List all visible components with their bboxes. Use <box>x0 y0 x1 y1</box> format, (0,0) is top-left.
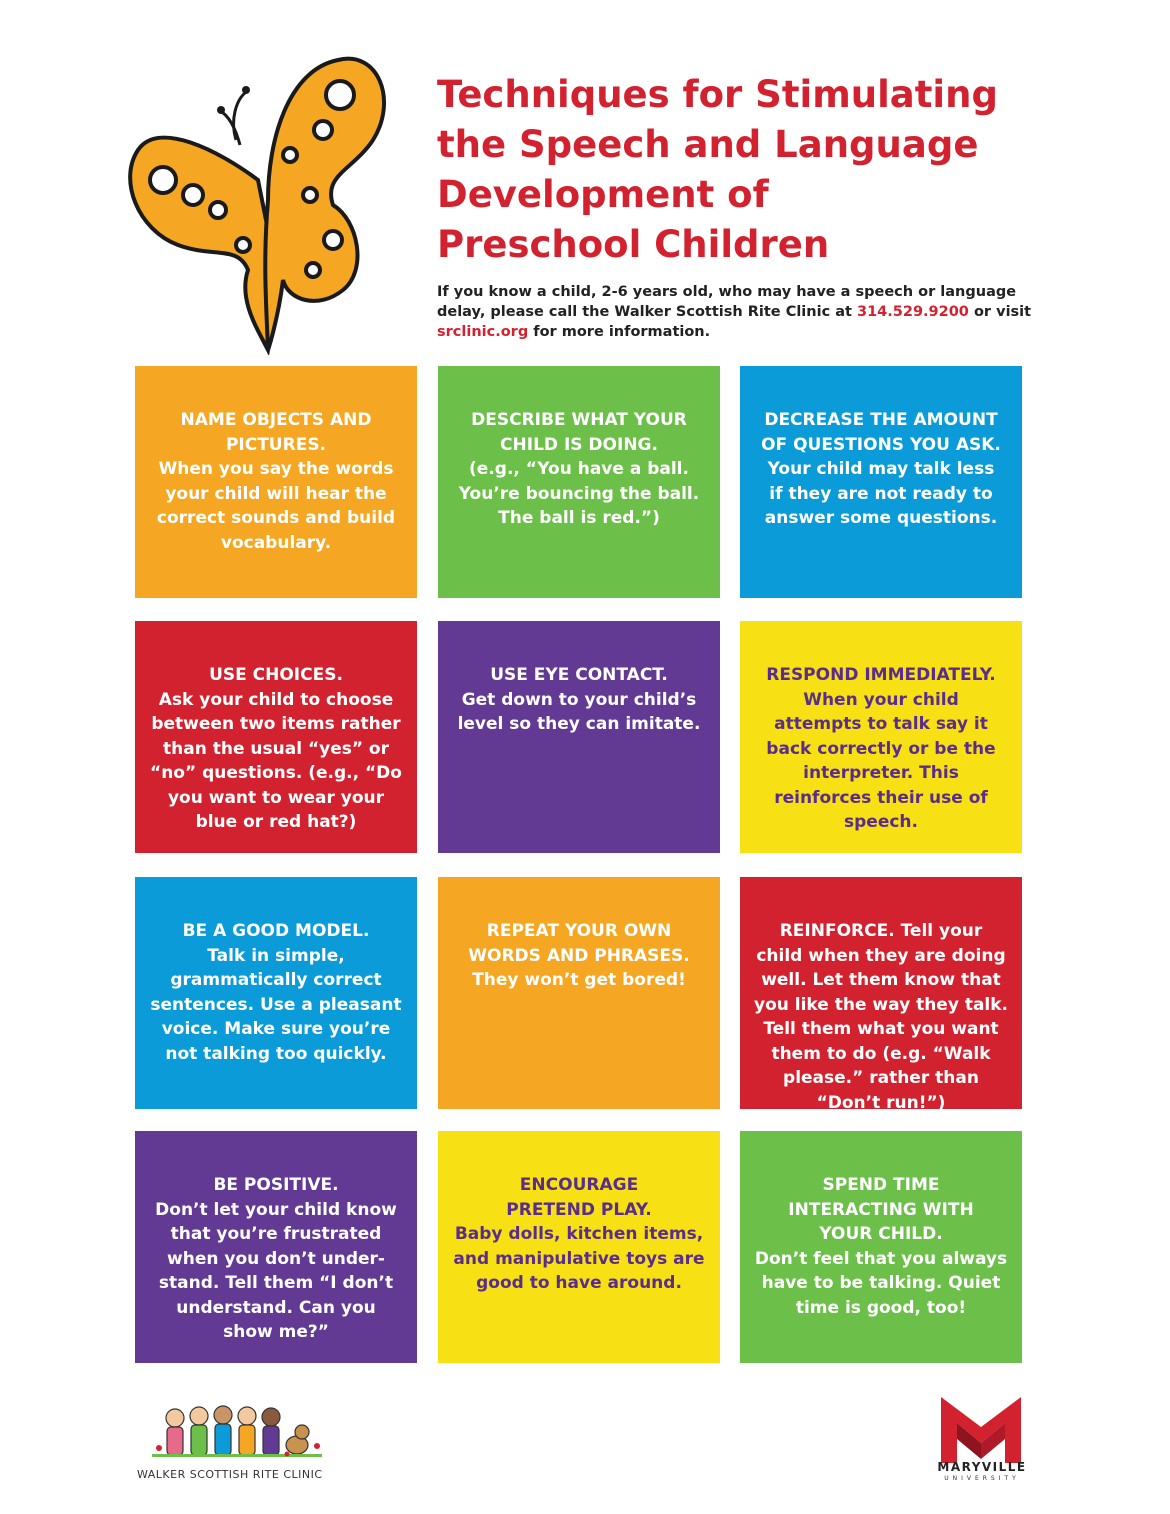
tip-heading: NAME OBJECTS AND PICTURES. <box>180 410 372 455</box>
website-link[interactable]: srclinic.org <box>437 324 529 340</box>
clinic-name: WALKER SCOTTISH RITE CLINIC <box>137 1468 323 1481</box>
intro-text: for more information. <box>528 324 711 340</box>
tip-card-pretend-play <box>438 1131 720 1363</box>
tip-body: (e.g., “You have a ball. You’re bouncing the ball. The ball is red.”) <box>458 459 700 528</box>
tip-body: Don’t feel that you always have to be talking. Quiet time is good, too! <box>754 1248 1008 1318</box>
tip-heading: RESPOND IMMEDIATELY. <box>766 665 996 685</box>
title-line: Preschool Children <box>437 223 830 266</box>
tip-heading: DECREASE THE AMOUNT OF QUESTIONS YOU ASK. <box>761 410 1001 455</box>
tip-card-reinforce <box>740 877 1022 1113</box>
title-line: Techniques for Stimulating <box>437 73 998 116</box>
tip-card-be-positive <box>135 1131 417 1363</box>
tip-card-decrease-questions <box>740 366 1022 598</box>
tip-card-describe <box>438 366 720 598</box>
tip-body: Don’t let your child know that you’re frustrated when you don’t under-stand. Tell them “I don’t understand. Can you show me?” <box>155 1199 397 1342</box>
tip-body: Baby dolls, kitchen items, and manipulative toys are good to have around. <box>453 1224 705 1293</box>
tip-heading: REPEAT YOUR OWN WORDS AND PHRASES. <box>468 921 690 966</box>
title-line: the Speech and Language <box>437 123 979 166</box>
intro-paragraph <box>437 282 1037 342</box>
tip-card-spend-time <box>740 1131 1022 1363</box>
tip-body: When your child attempts to talk say it back correctly or be the interpreter. This reinforces their use of speech. <box>766 689 996 832</box>
tip-heading: USE EYE CONTACT. <box>490 665 668 685</box>
tip-card-good-model <box>135 877 417 1109</box>
tip-heading: BE A GOOD MODEL. <box>182 921 370 941</box>
tip-body: Talk in simple, grammatically correct sentences. Use a pleasant voice. Make sure you’re not talking too quickly. <box>150 945 402 1064</box>
tip-heading: USE CHOICES. <box>209 665 343 685</box>
tip-heading: SPEND TIME INTERACTING WITH YOUR CHILD. <box>788 1175 974 1244</box>
tip-body: Get down to your child’s level so they can imitate. <box>457 689 701 734</box>
tip-card-name-objects <box>135 366 417 598</box>
tip-heading: ENCOURAGE PRETEND PLAY. <box>506 1175 652 1220</box>
tip-body: Tell your child when they are doing well. Let them know that you like the way they talk. Tell them what you want them to do (e.g. “Walk please.” rather than “Don’t run!”) <box>754 921 1009 1113</box>
phone-number[interactable]: 314.529.9200 <box>856 304 969 320</box>
university-subtitle: UNIVERSITY <box>944 1475 1020 1482</box>
tip-heading: BE POSITIVE. <box>213 1175 339 1195</box>
tip-body: They won’t get bored! <box>472 970 686 990</box>
tip-card-repeat-words <box>438 877 720 1109</box>
tip-card-use-choices <box>135 621 417 853</box>
tip-card-eye-contact <box>438 621 720 853</box>
tip-heading: REINFORCE. <box>779 921 895 941</box>
intro-text: or visit <box>968 304 1032 320</box>
tip-heading: DESCRIBE WHAT YOUR CHILD IS DOING. <box>471 410 687 455</box>
tip-body: When you say the words your child will hear the correct sounds and build vocabulary. <box>156 459 396 553</box>
tip-card-respond <box>740 621 1022 853</box>
title-line: Development of <box>437 173 769 216</box>
tip-body: Your child may talk less if they are not ready to answer some questions. <box>764 459 998 528</box>
tip-body: Ask your child to choose between two items rather than the usual “yes” or “no” questions. (e.g., “Do you want to wear your blue or red hat?) <box>150 689 402 832</box>
intro-text: If you know a child, 2-6 years old, who may have a speech or language delay, please call the Walker Scottish Rite Clinic at <box>437 284 1017 320</box>
butterfly-illustration <box>118 30 398 355</box>
page-title <box>437 70 1137 270</box>
university-name: MARYVILLE <box>937 1460 1027 1474</box>
